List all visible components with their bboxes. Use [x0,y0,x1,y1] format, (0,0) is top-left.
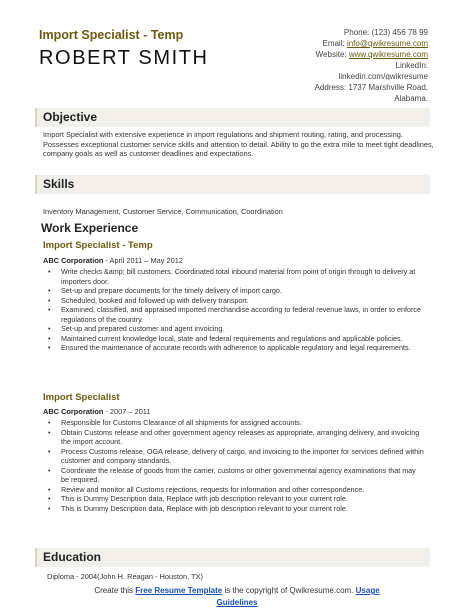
bullet-text: Set-up and prepared customer and agent invoicing. [61,324,225,333]
job-company-line [43,256,183,265]
email-link[interactable]: info@qwikresume.com [346,39,428,48]
email-label: Email: [322,39,345,48]
list-item: • Examined, classified, and appraised imported merchandise according to federal revenue laws, in order to enforce regulations of the country. [48,305,421,324]
list-item: • This is Dummy Description data, Replace with job description relevant to your current role. [48,494,348,503]
list-item: • Responsible for Customs Clearance of all shipments for assigned accounts. [48,418,302,427]
list-item: • Maintained current knowledge local, state and federal requirements and regulations and applicable policies. [48,333,403,343]
bullet-text: Coordinate the release of goods from the carrier, customs or other governmental agency examinations that may be required. [61,465,416,484]
list-item: • Review and monitor all Customs rejections, requests for information and other correspondence. [48,484,365,494]
job-bullet-list [43,418,425,513]
job-company-line [43,407,150,416]
email-line [292,38,428,49]
job-dates: - 2007 – 2011 [103,407,151,416]
objective-heading: Objective [35,108,430,127]
website-label: Website: [315,50,347,59]
job-bullet-list [43,267,425,353]
bullet-text: Ensured the maintenance of accurate records with adherence to applicable regulatory and legal requirements. [61,343,411,352]
bullet-text: Review and monitor all Customs rejections, requests for information and other correspondence. [61,484,365,494]
education-heading: Education [35,548,430,567]
linkedin-value: linkedin.com/qwikresume [338,72,428,81]
bullet-text: This is Dummy Description data, Replace with job description relevant to your current role. [61,503,348,513]
address-line-2: Alabama. [394,94,428,103]
company-name: ABC Corporation [43,407,104,416]
company-name: ABC Corporation [43,256,104,265]
address-line [292,82,428,93]
list-item: • Scheduled, booked and followed up with delivery transport. [48,295,249,305]
job-title: Import Specialist [43,392,120,403]
phone-label: Phone: [343,28,370,37]
footer-prefix: Create this [94,586,136,595]
address-value: 1737 Marshville Road, [348,83,428,92]
list-item: • This is Dummy Description data, Replace with job description relevant to your current role. [48,503,348,513]
list-item: • Obtain Customs release and other government agency releases as appropriate, arranging delivery, and invoicing the import account. [48,427,420,446]
guidelines-link[interactable]: Guidelines [216,598,258,607]
job-dates: - April 2011 – May 2012 [103,256,183,265]
free-resume-template-link[interactable]: Free Resume Template [135,586,223,595]
objective-text: Import Specialist with extensive experience in import regulations and shipment routing, rating, and processing. Possesses exceptional customer service skills and attention to detail. Ability to go the extra mile to meet tight deadlines, company goals as well as customer deadlines and expectations. [43,130,434,158]
education-entry: Diploma - 2004(John H. Reagan - Houston, TX) [47,572,203,581]
bullet-text: This is Dummy Description data, Replace with job description relevant to your current role. [61,494,348,503]
list-item: • Coordinate the release of goods from the carrier, customs or other governmental agency examinations that may be required. [48,465,416,484]
phone-line [292,27,428,38]
skills-text: Inventory Management, Customer Service, Communication, Coordination [43,207,283,216]
list-item: • Ensured the maintenance of accurate records with adherence to applicable regulatory and legal requirements. [48,343,411,352]
website-line [292,49,428,60]
contact-block [292,27,428,104]
bullet-text: Maintained current knowledge local, state and federal requirements and regulations and applicable policies. [61,333,403,343]
list-item: • Write checks &amp; bill customers. Coordinated total inbound material from point of origin through to delivery at importers door. [48,267,416,286]
bullet-text: Obtain Customs release and other government agency releases as appropriate, arranging delivery, and invoicing the import account. [61,427,420,446]
list-item: • Set-up and prepared customer and agent invoicing. [48,324,225,333]
website-link[interactable]: www.qwikresume.com [348,50,428,59]
linkedin-label: LinkedIn: [395,61,428,70]
footer-middle: is the copyright of Qwikresume.com. [222,586,356,595]
job-title: Import Specialist - Temp [43,240,153,251]
list-item: • Process Customs release, OGA release, delivery of cargo, and invoicing to the importer for services defined within customer and company standards. [48,446,424,465]
usage-link[interactable]: Usage [355,586,380,595]
bullet-text: Responsible for Customs Clearance of all shipments for assigned accounts. [61,418,302,427]
address-label: Address: [314,83,347,92]
bullet-text: Process Customs release, OGA release, delivery of cargo, and invoicing to the importer for services defined within customer and company standards. [61,446,424,465]
bullet-text: Scheduled, booked and followed up with delivery transport. [61,295,249,305]
resume-job-title: Import Specialist - Temp [39,28,184,42]
skills-heading: Skills [35,175,430,194]
footer-note [0,586,474,595]
candidate-name: ROBERT SMITH [39,47,209,69]
bullet-text: Write checks &amp; bill customers. Coordinated total inbound material from point of origin through to delivery at importers door. [61,267,416,286]
work-experience-heading: Work Experience [41,221,139,235]
list-item: • Set-up and prepare documents for the timely delivery of import cargo. [48,286,282,295]
footer-note-line-2 [0,598,474,607]
phone-value: (123) 456 78 99 [371,28,428,37]
bullet-text: Set-up and prepare documents for the timely delivery of import cargo. [61,286,282,295]
bullet-text: Examined, classified, and appraised imported merchandise according to federal revenue laws, in order to enforce regulations of the country. [61,305,421,324]
